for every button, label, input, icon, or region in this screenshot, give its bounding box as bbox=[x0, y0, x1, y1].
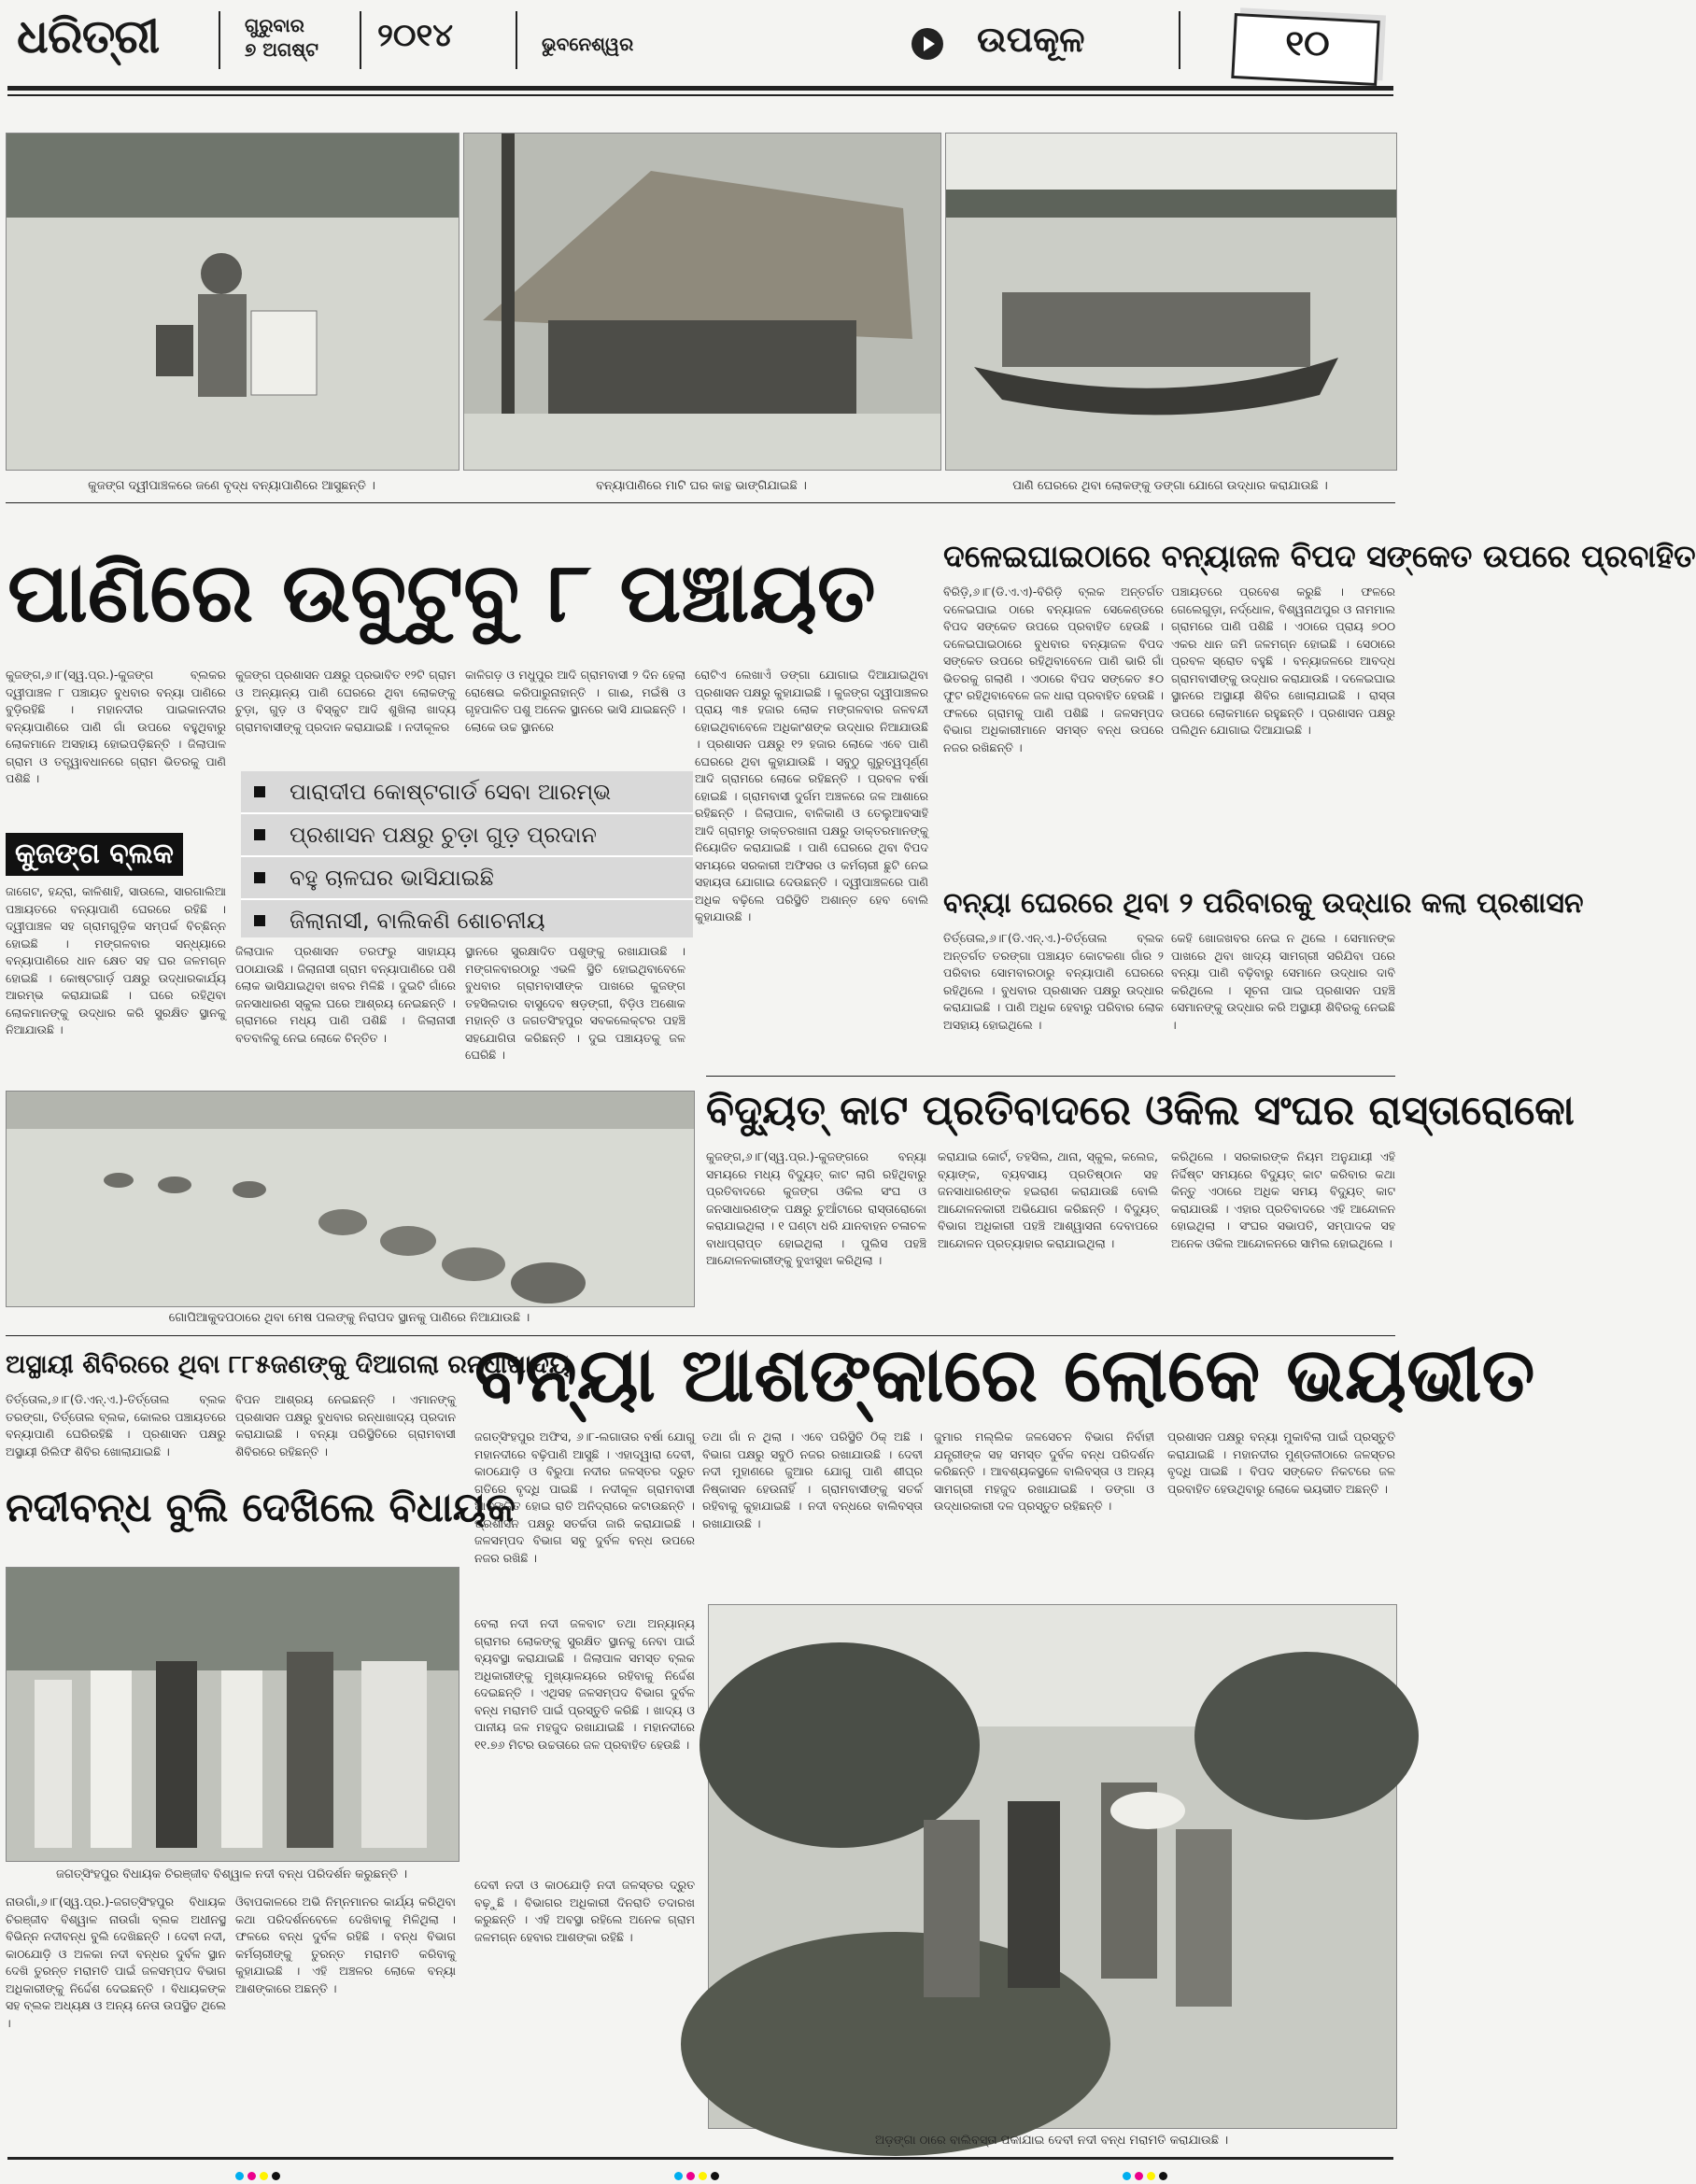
fear-col1: ଜଗତ୍‌ସିଂହପୁର ଅଫିସ, ୬।୮-ଲଗାତାର ବର୍ଷା ଯୋଗୁ ମହାନଦୀରେ ବଢ଼ିପାଣି ଆସୁଛି । ଏହାଦ୍ୱାରା ଦେବୀ, କାଠଯୋଡ଼ି ଓ ବିରୁପା ନଦୀର ଜଳସ୍ତର ଦ୍ରୁତ ଗତିରେ ବୃଦ୍ଧି ପାଇଛି । ନଦୀକୂଳ ଗ୍ରାମବାସୀ ଆତଙ୍କିତ ହୋଇ ରାତି ଅନିଦ୍ରାରେ କଟାଉଛନ୍ତି । ପ୍ରଶାସନ ପକ୍ଷରୁ ସତର୍କତା ଜାରି କରାଯାଇଛି । ଜଳସମ୍ପଦ ବିଭାଗ ସବୁ ଦୁର୍ବଳ ବନ୍ଧ ଉପରେ ନଜର ରଖିଛି । bbox=[474, 1430, 695, 1565]
daleighai-col2: ପଞ୍ଚାୟତରେ ପ୍ରବେଶ କରୁଛି । ଫଳରେ ଗେଲେଗୁଡ଼ା, ନର୍ଦ୍ଧୋଳ, ବିଶ୍ୱନାଥପୁର ଓ ନାମମାଲ ଗ୍ରାମରେ ପାଣି ପଶିଛି । ଏଠାରେ ପ୍ରାୟ ୭୦୦ ଏକର ଧାନ ଜମି ଜଳମଗ୍ନ ହୋଇଛି । ସେଠାରେ ପ୍ରବଳ ସ୍ରୋତ ବହୁଛି । ବନ୍ୟାଜଳରେ ଆବଦ୍ଧ ଗ୍ରାମବାସୀଙ୍କୁ ଉଦ୍ଧାର କରାଯାଉଛି । ଦଳେଇଘାଇ ସ୍ଥାନରେ ଅସ୍ଥାୟୀ ଶିବିର ଖୋଲାଯାଇଛି । ରାସ୍ତା ଉପରେ ଲୋକମାନେ ରହୁଛନ୍ତି । ପ୍ରଶାସନ ପକ୍ଷରୁ ପଲିଥିନ ଯୋଗାଇ ଦିଆଯାଇଛି । bbox=[1171, 585, 1395, 737]
photo-sandbag-repair bbox=[708, 1604, 1397, 2129]
yellow-dot-icon bbox=[699, 2172, 707, 2180]
protest-col3: କରିଥିଲେ । ସରକାରଙ୍କ ନିୟମ ଅନୁଯାୟୀ ଏହି ନିର୍ଦ୍ଦିଷ୍ଟ ସମୟରେ ବିଦ୍ୟୁତ୍ କାଟ କରିବାର କଥା କିନ୍ତୁ ଏଠାରେ ଅଧିକ ସମୟ ବିଦ୍ୟୁତ୍ କାଟ କରାଯାଉଛି । ଏହାର ପ୍ରତିବାଦରେ ଏହି ଆନ୍ଦୋଳନ ହୋଇଥିଲା । ସଂଘର ସଭାପତି, ସମ୍ପାଦକ ସହ ଅନେକ ଓକିଲ ଆନ୍ଦୋଳନରେ ସାମିଲ ହୋଇଥିଲେ । bbox=[1171, 1149, 1395, 1250]
photo-mla-inspection bbox=[6, 1567, 459, 1862]
photo-boat-illustration bbox=[946, 134, 1396, 470]
mla-col2: ଓିବାପକାଳରେ ଅଭି ନିମ୍ନମାନର କାର୍ଯ୍ୟ କରିଥିବା କଥା ପରିଦର୍ଶନବେଳେ ଦେଖିବାକୁ ମିଳିଥିଲା । ଫଳରେ ବନ୍ଧ ଦୁର୍ବଳ ରହିଛି । ବନ୍ଧ ବିଭାଗ କର୍ମଚାରୀଙ୍କୁ ତୁରନ୍ତ ମରାମତି କରିବାକୁ କୁହାଯାଇଛି । ଏହି ଅଞ୍ଚଳର ଲୋକେ ବନ୍ୟା ଆଶଙ୍କାରେ ଅଛନ୍ତି । bbox=[235, 1895, 456, 1995]
section-name: ଉପକୂଳ bbox=[977, 19, 1085, 60]
black-dot-icon bbox=[711, 2172, 719, 2180]
bullet-square-icon bbox=[254, 915, 265, 926]
photo-caption: କୁଜଙ୍ଗ ଦ୍ୱୀପାଞ୍ଚଳରେ ଜଣେ ବୃଦ୍ଧ ବନ୍ୟାପାଣିରେ ଆସୁଛନ୍ତି । bbox=[88, 479, 375, 493]
highlight-text: ପ୍ରଶାସନ ପକ୍ଷରୁ ଚୁଡ଼ା ଗୁଡ଼ ପ୍ରଦାନ bbox=[290, 822, 597, 848]
rescue-col2: କେହି ଖୋଜଖବର ନେଇ ନ ଥିଲେ । ସେମାନଙ୍କ ପାଖରେ ଥିବା ଖାଦ୍ୟ ସାମଗ୍ରୀ ସରିଯିବା ପରେ ବନ୍ୟା ପାଣି ବଢ଼ିବାରୁ ସେମାନେ ଉଦ୍ଧାର ଦାବି କରିଥିଲେ । ସୂଚନା ପାଇ ପ୍ରଶାସନ ପହଞ୍ଚି ସେମାନଙ୍କୁ ଉଦ୍ଧାର କରି ଅସ୍ଥାୟୀ ଶିବିରକୁ ନେଇଛି । bbox=[1171, 931, 1395, 1032]
photo-sandbag-illustration bbox=[709, 1605, 1396, 2128]
bullet-square-icon bbox=[254, 829, 265, 840]
divider bbox=[1179, 11, 1180, 69]
highlights-box bbox=[241, 771, 693, 937]
photo-sheep-illustration bbox=[7, 1092, 694, 1306]
cyan-dot-icon bbox=[674, 2172, 683, 2180]
photo-caption: ଜଗତ୍‌ସିଂହପୁର ବିଧାୟକ ଚିରଞ୍ଜୀବ ବିଶ୍ୱାଳ ନଦୀ ବନ୍ଧ ପରିଦର୍ଶନ କରୁଛନ୍ତି । bbox=[55, 1867, 408, 1881]
protest-col2: କରାଯାଇ କୋର୍ଟ, ତହସିଲ, ଥାନା, ସ୍କୁଲ, କଲେଜ, ବ୍ୟାଙ୍କ, ବ୍ୟବସାୟ ପ୍ରତିଷ୍ଠାନ ସହ ଜନସାଧାରଣଙ୍କ ହଇରାଣ କରାଯାଉଛି ବୋଲି ଆନ୍ଦୋଳନକାରୀ ଅଭିଯୋଗ କରିଛନ୍ତି । ବିଦ୍ୟୁତ୍ ବିଭାଗ ଅଧିକାରୀ ପହଞ୍ଚି ଆଶ୍ୱାସନା ଦେବାପରେ ଆନ୍ଦୋଳନ ପ୍ରତ୍ୟାହାର କରାଯାଇଥିଲା । bbox=[938, 1149, 1158, 1250]
headline-daleighai: ଦଳେଇଘାଇଠାରେ ବନ୍ୟାଜଳ ବିପଦ ସଙ୍କେତ ଉପରେ ପ୍ରବାହିତ bbox=[943, 538, 1696, 574]
highlight-item bbox=[241, 771, 693, 814]
camp-col1: ତିର୍ତ୍ତୋଲ,୬।୮(ଡି.ଏନ୍.ଏ.)-ତିର୍ତ୍ତୋଲ ବ୍ଲକ ତରଙ୍ଗା, ତିର୍ତ୍ତୋଲ ବ୍ଲକ, କୋଲର ପଞ୍ଚାୟତରେ ବନ୍ୟାପାଣି ଘେରିରହିଛି । ପ୍ରଶାସନ ପକ୍ଷରୁ ଅସ୍ଥାୟୀ ରିଲିଫ ଶିବିର ଖୋଲାଯାଇଛି । bbox=[6, 1392, 226, 1458]
divider bbox=[706, 1076, 1395, 1077]
highlight-item bbox=[241, 900, 693, 941]
fear-col2: ତଥା ଗାଁ ନ ଥିଲା । ଏବେ ପରିସ୍ଥିତି ଠିକ୍ ଅଛି । ବିଭାଗ ପକ୍ଷରୁ ସବୁଠି ନଜର ରଖାଯାଉଛି । ଦେବୀ ନଦୀ ମୁହାଣରେ ଜୁଆର ଯୋଗୁ ପାଣି ଶୀଘ୍ର ନିଷ୍କାସନ ହେଉନାହିଁ । ଗ୍ରାମବାସୀଙ୍କୁ ସତର୍କ ରହିବାକୁ କୁହାଯାଇଛି । ନଦୀ ବନ୍ଧରେ ବାଲିବସ୍ତା ରଖାଯାଉଛି । bbox=[702, 1430, 923, 1530]
masthead-day: ଗୁରୁବାର bbox=[245, 14, 304, 36]
fear-col3: ଜୁମାର ମଲ୍ଲିକ ଜଳସେଚନ ବିଭାଗ ନିର୍ବାହୀ ଯନ୍ତ୍ରୀଙ୍କ ସହ ସମସ୍ତ ଦୁର୍ବଳ ବନ୍ଧ ପରିଦର୍ଶନ କରିଛନ୍ତି । ଆବଶ୍ୟକସ୍ଥଳେ ବାଲିବସ୍ତା ଓ ଅନ୍ୟ ସାମଗ୍ରୀ ମହଜୁଦ ରଖାଯାଇଛି । ଡଙ୍ଗା ଓ ଉଦ୍ଧାରକାରୀ ଦଳ ପ୍ରସ୍ତୁତ ରହିଛନ୍ତି । bbox=[934, 1430, 1154, 1513]
yellow-dot-icon bbox=[260, 2172, 268, 2180]
divider bbox=[516, 11, 517, 69]
photo-old-man-floodwater bbox=[6, 133, 459, 471]
bullet-square-icon bbox=[254, 786, 265, 797]
protest-col1: କୁଜଙ୍ଗ,୬।୮(ସ୍ୱ.ପ୍ର.)-କୁଜଙ୍ଗରେ ବନ୍ୟା ସମୟରେ ମଧ୍ୟ ବିଦ୍ୟୁତ୍ କାଟ ଲାଗି ରହିଥିବାରୁ ପ୍ରତିବାଦରେ କୁଜଙ୍ଗ ଓକିଲ ସଂଘ ଓ ଜନସାଧାରଣଙ୍କ ପକ୍ଷରୁ ଚୁଆଁଟାରେ ରାସ୍ତାରୋକୋ କରାଯାଇଥିଲା । ୧ ଘଣ୍ଟା ଧରି ଯାନବାହନ ଚଳାଚଳ ବାଧାପ୍ରାପ୍ତ ହୋଇଥିଲା । ପୁଲିସ ପହଞ୍ଚି ଆନ୍ଦୋଳନକାରୀଙ୍କୁ ବୁଝାସୁଝା କରିଥିଲା । bbox=[706, 1149, 926, 1267]
registration-marks bbox=[672, 2166, 721, 2184]
highlight-text: ବହୁ ଚାଳଘର ଭାସିଯାଇଛି bbox=[290, 865, 494, 891]
bullet-square-icon bbox=[254, 872, 265, 883]
highlight-text: ପାରାଦୀପ କୋଷ୍ଟଗାର୍ଡ ସେବା ଆରମ୍ଭ bbox=[290, 779, 612, 805]
play-circle-icon bbox=[912, 28, 943, 60]
magenta-dot-icon bbox=[247, 2172, 256, 2180]
headline-rescue: ବନ୍ୟା ଘେରରେ ଥିବା ୨ ପରିବାରକୁ ଉଦ୍ଧାର କଲା ପ୍ରଶାସନ bbox=[943, 887, 1584, 920]
headline-camp: ଅସ୍ଥାୟୀ ଶିବିରରେ ଥିବା ୮୮୫ଜଣଙ୍କୁ ଦିଆଗଲା ରନ୍ଧାଖାଦ୍ୟ bbox=[6, 1350, 571, 1379]
photo-caption: ଗୋପିଆକୁଦପଠାରେ ଥିବା ମେଷ ପଲଙ୍କୁ ନିରାପଦ ସ୍ଥାନକୁ ପାଣିରେ ନିଆଯାଉଛି । bbox=[168, 1311, 530, 1325]
divider bbox=[6, 502, 1395, 503]
camp-col2: ବିପନ ଆଶ୍ରୟ ନେଇଛନ୍ତି । ଏମାନଙ୍କୁ ପ୍ରଶାସନ ପକ୍ଷରୁ ବୁଧବାର ରନ୍ଧାଖାଦ୍ୟ ପ୍ରଦାନ କରାଯାଇଛି । ବନ୍ୟା ପରିସ୍ଥିତିରେ ଗ୍ରାମବାସୀ ଶିବିରରେ ରହିଛନ୍ତି । bbox=[235, 1392, 456, 1458]
highlight-item bbox=[241, 857, 693, 900]
highlight-text: ଜିଲାନାସୀ, ବାଲିକଣି ଶୋଚନୀୟ bbox=[290, 908, 545, 934]
yellow-dot-icon bbox=[1147, 2172, 1155, 2180]
headline-protest: ବିଦ୍ୟୁତ୍ କାଟ ପ୍ରତିବାଦରେ ଓକିଲ ସଂଘର ରାସ୍ତାରୋକୋ bbox=[706, 1087, 1575, 1134]
photo-caption: ପାଣି ଘେରରେ ଥିବା ଲୋକଙ୍କୁ ଡଙ୍ଗା ଯୋଗେ ଉଦ୍ଧାର କରାଯାଉଛି । bbox=[1012, 479, 1328, 493]
main-story-col4: ରୋଟିଏ ଲେଖାଏଁ ଡଙ୍ଗା ଯୋଗାଇ ଦିଆଯାଇଥିବା ପ୍ରଶାସନ ପକ୍ଷରୁ କୁହାଯାଇଛି । କୁଜଙ୍ଗ ଦ୍ୱୀପାଞ୍ଚଳର ପ୍ରାୟ ୩୫ ହଜାର ଲୋକ ମଙ୍ଗଳବାର ଜଳବନ୍ଦୀ ହୋଇଥିବାବେଳେ ଅଧିକାଂଶଙ୍କ ଉଦ୍ଧାର ନିଆଯାଉଛି । ପ୍ରଶାସନ ପକ୍ଷରୁ ୧୨ ହଜାର ଲୋକେ ଏବେ ପାଣି ଘେରରେ ଥିବା କୁହାଯାଉଛି । ସବୁଠୁ ଗୁରୁତ୍ୱପୂର୍ଣ୍ଣ ଆଦି ଗ୍ରାମରେ ଲୋକେ ରହିଛନ୍ତି । ପ୍ରବଳ ବର୍ଷା ହୋଇଛି । ଗ୍ରାମବାସୀ ଦୁର୍ଗମ ଅଞ୍ଚଳରେ ଜଳ ଆଶାରେ ରହିଛନ୍ତି । ଜିଲାପାଳ, ବାଳିକାଣି ଓ ତେଲୁଆବସାହି ଆଦି ଗ୍ରାମରୁ ଡାକ୍ତରଖାନା ପକ୍ଷରୁ ଡାକ୍ତରମାନଙ୍କୁ ନିୟୋଜିତ କରାଯାଇଛି । ପାଣି ଘେରରେ ଥିବା ବିପଦ ସମୟରେ ସରକାରୀ ଅଫିସର ଓ କର୍ମଚାରୀ ଛୁଟି ନେଇ ସହାୟତା ଯୋଗାଇ ଦେଉଛନ୍ତି । ଦ୍ୱୀପାଞ୍ଚଳରେ ପାଣି ଅଧିକ ବଢ଼ିଲେ ପରିସ୍ଥିତି ଅଶାନ୍ତ ହେବ ବୋଲି କୁହାଯାଉଛି । bbox=[695, 668, 928, 923]
masthead bbox=[0, 0, 1401, 86]
main-story-col1: କୁଜଙ୍ଗ,୬।୮(ସ୍ୱ.ପ୍ର.)-କୁଜଙ୍ଗ ବ୍ଲକର ଦ୍ୱୀପାଞ୍ଚଳ ୮ ପଞ୍ଚାୟତ ବୁଧବାର ବନ୍ୟା ପାଣିରେ ବୁଡ଼ିରହିଛି । ମହାନଦୀର ପାଇକାନଦୀର ବନ୍ୟାପାଣିରେ ପାଣି ଗାଁ ଉପରେ ବହୁଥିବାରୁ ଲୋକମାନେ ଅସହାୟ ହୋଇପଡ଼ିଛନ୍ତି । ଜିଲାପାଳ ଗ୍ରାମ ଓ ତତ୍ତ୍ୱାବଧାନରେ ଗ୍ରାମ ଭିତରକୁ ପାଣି ପଶିଛି । bbox=[6, 668, 226, 785]
headline-fear: ବନ୍ୟା ଆଶଙ୍କାରେ ଲୋକେ ଭୟଭୀତ bbox=[474, 1332, 1535, 1418]
photo-rescue-boat bbox=[945, 133, 1397, 471]
masthead-date: ୭ ଅଗଷ୍ଟ bbox=[245, 38, 318, 61]
cyan-dot-icon bbox=[235, 2172, 244, 2180]
fear-col6: ଦେବୀ ନଦୀ ଓ କାଠଯୋଡ଼ି ନଦୀ ଜଳସ୍ତର ଦ୍ରୁତ ବଢ଼ୁଛି । ବିଭାଗର ଅଧିକାରୀ ଦିନରାତି ତଦାରଖ କରୁଛନ୍ତି । ଏହି ଅବସ୍ଥା ରହିଲେ ଅନେକ ଗ୍ରାମ ଜଳମଗ୍ନ ହେବାର ଆଶଙ୍କା ରହିଛି । bbox=[474, 1878, 695, 1944]
divider bbox=[360, 11, 361, 69]
magenta-dot-icon bbox=[1135, 2172, 1143, 2180]
photo-hut-illustration bbox=[464, 134, 940, 470]
fear-col4: ପ୍ରଶାସନ ପକ୍ଷରୁ ବନ୍ୟା ମୁକାବିଲା ପାଇଁ ପ୍ରସ୍ତୁତି କରାଯାଇଛି । ମହାନଦୀର ମୁଣ୍ଡଳୀଠାରେ ଜଳସ୍ତର ବୃଦ୍ଧି ପାଇଛି । ବିପଦ ସଙ୍କେତ ନିକଟରେ ଜଳ ପ୍ରବାହିତ ହେଉଥିବାରୁ ଲୋକେ ଭୟଭୀତ ଅଛନ୍ତି । bbox=[1167, 1430, 1395, 1496]
magenta-dot-icon bbox=[686, 2172, 695, 2180]
main-story-col3: କାଳିଗଡ଼ ଓ ମଧୁପୁର ଆଦି ଗ୍ରାମବାସୀ ୨ ଦିନ ହେଲା ରୋଷେଇ କରିପାରୁନାହାନ୍ତି । ଗାଈ, ମଇଁଷି ଓ ଗୃହପାଳିତ ପଶୁ ଅନେକ ସ୍ଥାନରେ ଭାସି ଯାଇଛନ୍ତି । ଲୋକେ ଉଚ୍ଚ ସ୍ଥାନରେ bbox=[465, 668, 685, 734]
main-headline: ପାଣିରେ ଉବୁଟୁବୁ ୮ ପଞ୍ଚାୟତ bbox=[7, 544, 876, 641]
main-story-col3b: ସ୍ଥାନରେ ସୁରକ୍ଷାଦିତ ପଶୁଙ୍କୁ ରଖାଯାଉଛି । ମଙ୍ଗଳବାରଠାରୁ ଏଭଳି ସ୍ଥିତି ହୋଇଥିବାବେଳେ ବୁଧବାର ଗ୍ରାମବାସୀଙ୍କ ପାଖରେ କୁଜଙ୍ଗ ତହସିଲଦାର ବାସୁଦେବ ଷଡ଼ଙ୍ଗୀ, ବିଡ଼ିଓ ଅଶୋକ ମହାନ୍ତି ଓ ଜଗତସିଂହପୁର ସବକଲେକ୍ଟର ପହଞ୍ଚି ସହଯୋଗିତା କରିଛନ୍ତି । ଦୁଇ ପଞ୍ଚାୟତକୁ ଜଳ ଘେରିଛି । bbox=[465, 944, 685, 1062]
registration-marks bbox=[233, 2166, 282, 2184]
page-number: ୧୦ bbox=[1285, 22, 1330, 63]
black-dot-icon bbox=[1159, 2172, 1167, 2180]
photo-old-man-illustration bbox=[7, 134, 459, 470]
masthead-rule-thin bbox=[7, 94, 1393, 96]
photo-caption: ବନ୍ୟାପାଣିରେ ମାଟି ଘର କାନ୍ଥ ଭାଙ୍ଗିଯାଇଛି । bbox=[596, 479, 807, 493]
main-story-col2: କୁଜଙ୍ଗ ପ୍ରଶାସନ ପକ୍ଷରୁ ପ୍ରଭାବିତ ୧୨ଟି ଗ୍ରାମ ଓ ଅନ୍ୟାନ୍ୟ ପାଣି ଘେରରେ ଥିବା ଲୋକଙ୍କୁ ଚୁଡ଼ା, ଗୁଡ଼ ଓ ବିସ୍କୁଟ ଆଦି ଶୁଖିଲା ଖାଦ୍ୟ ଗ୍ରାମବାସୀଙ୍କୁ ପ୍ରଦାନ କରାଯାଇଛି । ନଦୀକୂଳର bbox=[235, 668, 456, 734]
masthead-year: ୨୦୧୪ bbox=[377, 17, 454, 54]
mla-col1: ନାଉଗାଁ,୬।୮(ସ୍ୱ.ପ୍ର.)-ଜଗତ୍‌ସିଂହପୁର ବିଧାୟକ ଚିରଞ୍ଜୀବ ବିଶ୍ୱାଳ ନାଉଗାଁ ବ୍ଲକ ଅଧୀନସ୍ଥ ବିଭିନ୍ନ ନଦୀବନ୍ଧ ବୁଲି ଦେଖିଛନ୍ତି । ଦେବୀ ନଦୀ, କାଠଯୋଡ଼ି ଓ ଅଳକା ନଦୀ ବନ୍ଧର ଦୁର୍ବଳ ସ୍ଥାନ ଦେଖି ତୁରନ୍ତ ମରାମତି ପାଇଁ ଜଳସମ୍ପଦ ବିଭାଗ ଅଧିକାରୀଙ୍କୁ ନିର୍ଦ୍ଦେଶ ଦେଇଛନ୍ତି । ବିଧାୟକଙ୍କ ସହ ବ୍ଲକ ଅଧ୍ୟକ୍ଷ ଓ ଅନ୍ୟ ନେତା ଉପସ୍ଥିତ ଥିଲେ । bbox=[6, 1895, 226, 2030]
fear-col5: ବେଲା ନଦୀ ନଦୀ ଜଳବାଟ ତଥା ଅନ୍ୟାନ୍ୟ ଗ୍ରାମର ଲୋକଙ୍କୁ ସୁରକ୍ଷିତ ସ୍ଥାନକୁ ନେବା ପାଇଁ ବ୍ୟବସ୍ଥା କରାଯାଇଛି । ଜିଲାପାଳ ସମସ୍ତ ବ୍ଲକ ଅଧିକାରୀଙ୍କୁ ମୁଖ୍ୟାଳୟରେ ରହିବାକୁ ନିର୍ଦ୍ଦେଶ ଦେଇଛନ୍ତି । ଏଥିସହ ଜଳସମ୍ପଦ ବିଭାଗ ଦୁର୍ବଳ ବନ୍ଧ ମରାମତି ପାଇଁ ପ୍ରସ୍ତୁତି କରିଛି । ଖାଦ୍ୟ ଓ ପାନୀୟ ଜଳ ମହଜୁଦ ରଖାଯାଇଛି । ମହାନଦୀରେ ୧୧.୭୬ ମିଟର ଉଚ୍ଚତାରେ ଜଳ ପ୍ରବାହିତ ହେଉଛି । bbox=[474, 1616, 695, 1752]
registration-marks bbox=[1121, 2166, 1169, 2184]
photo-sheep-crossing bbox=[6, 1091, 695, 1307]
section-tag: କୁଜଙ୍ଗ ବ୍ଲକ bbox=[6, 833, 183, 876]
highlight-item bbox=[241, 814, 693, 857]
masthead-rule bbox=[7, 86, 1393, 91]
cyan-dot-icon bbox=[1123, 2172, 1131, 2180]
masthead-city: ଭୁବନେଶ୍ୱର bbox=[542, 33, 634, 55]
photo-broken-hut bbox=[463, 133, 941, 471]
divider bbox=[219, 11, 220, 69]
footer-rule bbox=[7, 2157, 1393, 2160]
photo-mla-illustration bbox=[7, 1568, 459, 1861]
black-dot-icon bbox=[272, 2172, 280, 2180]
main-story-col1b: ଜାଗେଟ, ହନ୍ଦ୍ରା, କାଳିଶାହି, ସାଉଲେ, ସାରଗାଲିଆ ପଞ୍ଚାୟତରେ ବନ୍ୟାପାଣି ଘେରରେ ରହିଛି । ଦ୍ୱୀପାଞ୍ଚଳ ସହ ଗ୍ରାମଗୁଡ଼ିକ ସମ୍ପର୍କ ବିଚ୍ଛିନ୍ନ ହୋଇଛି । ମଙ୍ଗଳବାର ସନ୍ଧ୍ୟାରେ ବନ୍ୟାପାଣିରେ ଧାନ କ୍ଷେତ ସହ ଘର ଜଳମଗ୍ନ ହୋଇଛି । କୋଷ୍ଟଗାର୍ଡ଼ ପକ୍ଷରୁ ଉଦ୍ଧାରକାର୍ଯ୍ୟ ଆରମ୍ଭ କରାଯାଇଛି । ଘରେ ରହିଥିବା ଲୋକମାନଙ୍କୁ ଉଦ୍ଧାର କରି ସୁରକ୍ଷିତ ସ୍ଥାନକୁ ନିଆଯାଉଛି । bbox=[6, 884, 226, 1036]
main-story-col2b: ଜିଲାପାଳ ପ୍ରଶାସନ ତରଫରୁ ସାହାଯ୍ୟ ପଠାଯାଉଛି । ଜିଲାନାସୀ ଗ୍ରାମ ବନ୍ୟାପାଣିରେ ପଶି ଲୋକ ଭାସିଯାଇଥିବା ଖବର ମିଳିଛି । ଦୁଇଟି ଗାଁରେ ଜନସାଧାରଣ ସ୍କୁଲ ଘରେ ଆଶ୍ରୟ ନେଇଛନ୍ତି । ଗ୍ରାମରେ ମଧ୍ୟ ପାଣି ପଶିଛି । ଜିଲାନାସୀ ବତବାଳିକୁ ନେଇ ଲୋକେ ଚିନ୍ତିତ । bbox=[235, 944, 456, 1045]
rescue-col1: ତିର୍ତ୍ତୋଲ,୬।୮(ଡି.ଏନ୍.ଏ.)-ତିର୍ତ୍ତୋଲ ବ୍ଲକ ଅନ୍ତର୍ଗତ ତରଙ୍ଗା ପଞ୍ଚାୟତ କୋଟକଣା ଗାଁର ୨ ପରିବାର ସୋମବାରଠାରୁ ବନ୍ୟାପାଣି ଘେରରେ ରହିଥିଲେ । ବୁଧବାର ପ୍ରଶାସନ ପକ୍ଷରୁ ଉଦ୍ଧାର କରାଯାଇଛି । ପାଣି ଅଧିକ ହେବାରୁ ପରିବାର ଲୋକ ଅସହାୟ ହୋଇଥିଲେ । bbox=[943, 931, 1164, 1032]
headline-mla: ନଦୀବନ୍ଧ ବୁଲି ଦେଖିଲେ ବିଧାୟକ bbox=[6, 1485, 516, 1531]
daleighai-col1: ବିରିଡ଼ି,୬।୮(ଡି.ଏ.ଏ)-ବିରିଡ଼ି ବ୍ଲକ ଅନ୍ତର୍ଗତ ଦଳେଇଘାଇ ଠାରେ ବନ୍ୟାଜଳ ସେକେଣ୍ଡରେ ବିପଦ ସଙ୍କେତ ଉପରେ ପ୍ରବାହିତ ହେଉଛି । ଦଳେଇଘାଇଠାରେ ବୁଧବାର ବନ୍ୟାଜଳ ବିପଦ ସଙ୍କେତ ଉପରେ ରହିଥିବାବେଳେ ପାଣି ଭାରି ଗାଁ ଭିତରକୁ ଗଲାଣି । ଏଠାରେ ବିପଦ ସଙ୍କେତ ୫୦ ଫୁଟ ରହିଥିବାବେଳେ ଜଳ ଧାରା ପ୍ରବାହିତ ହେଉଛି । ଫଳରେ ଗ୍ରାମକୁ ପାଣି ପଶିଛି । ଜଳସମ୍ପଦ ବିଭାଗ ଅଧିକାରୀମାନେ ସମସ୍ତ ବନ୍ଧ ଉପରେ ନଜର ରଖିଛନ୍ତି । bbox=[943, 585, 1164, 754]
newspaper-logo: ଧରିତ୍ରୀ bbox=[17, 9, 160, 63]
photo-caption: ଅଡ଼ଙ୍ଗା ଠାରେ ବାଲିବସ୍ତା ପକାଯାଇ ଦେବୀ ନଦୀ ବନ୍ଧ ମରାମତି କରାଯାଉଛି । bbox=[874, 2134, 1229, 2148]
